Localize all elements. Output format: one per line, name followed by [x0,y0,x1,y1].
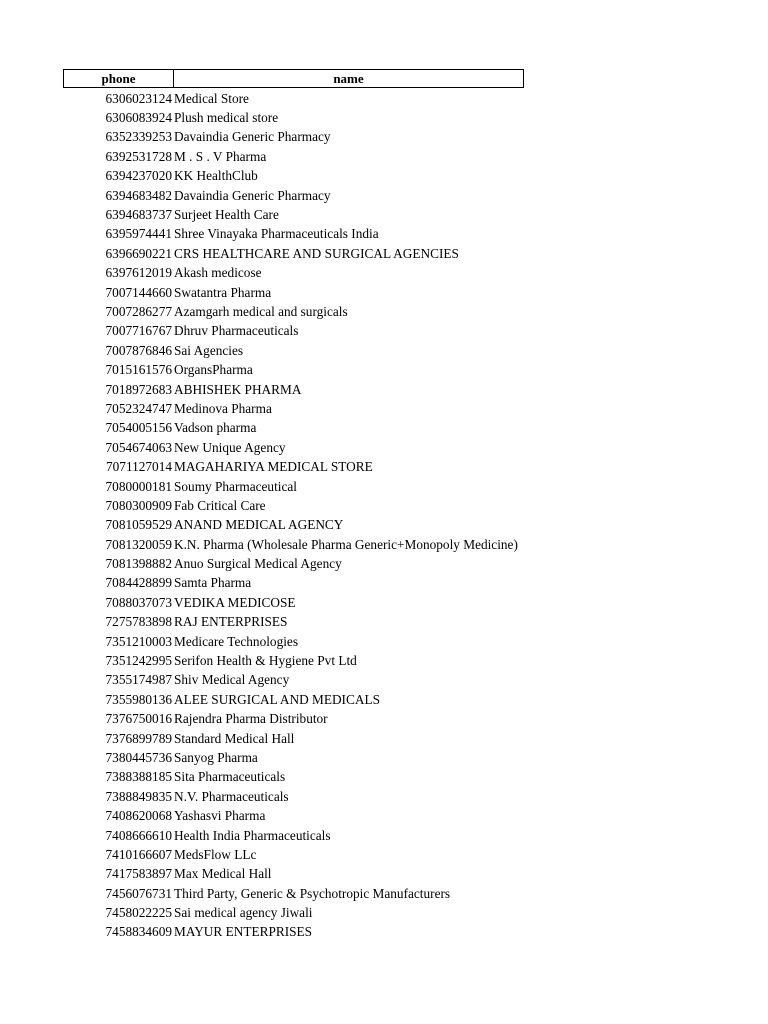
name-column-header: name [333,71,364,86]
table-row [63,787,533,806]
table-row [63,593,533,612]
name-cell: M . S . V Pharma [174,148,267,164]
name-cell: MedsFlow LLc [174,846,257,862]
phone-cell: 7458834609 [105,924,172,940]
table-row [63,884,533,903]
phone-cell: 7456076731 [105,885,172,901]
phone-cell: 7417583897 [105,866,172,882]
name-cell: KK HealthClub [174,168,258,184]
phone-cell: 7080000181 [105,478,172,494]
phone-cell: 6306023124 [105,90,172,106]
table-row [63,128,533,147]
table-row [63,923,533,942]
phone-cell: 7052324747 [105,400,172,416]
table-row [63,186,533,205]
name-cell: Medinova Pharma [174,400,272,416]
name-cell: Medicare Technologies [174,633,298,649]
table-row [63,438,533,457]
phone-cell: 7376750016 [105,711,172,727]
phone-cell: 7388849835 [105,788,172,804]
name-cell: Sita Pharmaceuticals [174,769,286,785]
name-cell: Sai Agencies [174,342,244,358]
phone-cell: 7015161576 [105,362,172,378]
phone-cell: 7080300909 [105,497,172,513]
phone-cell: 7054005156 [105,420,172,436]
table-row [63,748,533,767]
table-row [63,574,533,593]
phone-cell: 7081398882 [105,556,172,572]
table-row [63,710,533,729]
name-cell: N.V. Pharmaceuticals [174,788,289,804]
phone-cell: 6396690221 [105,245,172,261]
table-row [63,225,533,244]
name-cell: Serifon Health & Hygiene Pvt Ltd [174,653,357,669]
name-cell: CRS HEALTHCARE AND SURGICAL AGENCIES [174,245,459,261]
phone-cell: 7351210003 [105,633,172,649]
name-cell: Davaindia Generic Pharmacy [174,129,331,145]
table-row [63,360,533,379]
name-cell: Max Medical Hall [174,866,272,882]
table-row [63,554,533,573]
table-row [63,768,533,787]
table-row [63,865,533,884]
contact-table [63,69,533,942]
table-row [63,477,533,496]
name-cell: Anuo Surgical Medical Agency [174,556,342,572]
name-cell: Samta Pharma [174,575,252,591]
table-row [63,651,533,670]
table-row [63,496,533,515]
name-cell: K.N. Pharma (Wholesale Pharma Generic+Monopoly Medicine) [174,536,518,552]
phone-cell: 7081059529 [105,517,172,533]
phone-cell: 7054674063 [105,439,172,455]
table-row [63,264,533,283]
table-row [63,903,533,922]
table-header-row [63,69,524,88]
phone-cell: 6394237020 [105,168,172,184]
phone-cell: 6392531728 [105,148,172,164]
name-cell: Azamgarh medical and surgicals [174,303,348,319]
table-row [63,322,533,341]
phone-cell: 6394683737 [105,207,172,223]
name-cell: Swatantra Pharma [174,284,272,300]
table-row [63,302,533,321]
name-cell: ALEE SURGICAL AND MEDICALS [174,691,380,707]
phone-cell: 7007144660 [105,284,172,300]
table-row [63,419,533,438]
table-row [63,690,533,709]
phone-cell: 7275783898 [105,614,172,630]
table-row [63,108,533,127]
table-row [63,457,533,476]
name-cell: Rajendra Pharma Distributor [174,711,328,727]
name-cell: Dhruv Pharmaceuticals [174,323,299,339]
name-cell: ABHISHEK PHARMA [174,381,302,397]
table-row [63,283,533,302]
name-cell: ANAND MEDICAL AGENCY [174,517,344,533]
phone-cell: 7007716767 [105,323,172,339]
phone-cell: 7408620068 [105,808,172,824]
name-cell: Vadson pharma [174,420,257,436]
table-row [63,399,533,418]
table-row [63,632,533,651]
phone-cell: 6394683482 [105,187,172,203]
name-cell: Third Party, Generic & Psychotropic Manufacturers [174,885,451,901]
phone-cell: 6306083924 [105,110,172,126]
phone-cell: 7388388185 [105,769,172,785]
phone-cell: 7355174987 [105,672,172,688]
phone-cell: 7380445736 [105,749,172,765]
table-row [63,613,533,632]
table-row [63,535,533,554]
table-row [63,516,533,535]
table-row [63,341,533,360]
name-cell: MAYUR ENTERPRISES [174,924,313,940]
phone-cell: 7007876846 [105,342,172,358]
name-cell: VEDIKA MEDICOSE [174,594,296,610]
phone-cell: 7458022225 [105,905,172,921]
phone-cell: 7007286277 [105,303,172,319]
name-cell: Akash medicose [174,265,262,281]
phone-cell: 7410166607 [105,846,172,862]
phone-cell: 7408666610 [105,827,172,843]
name-cell: OrgansPharma [174,362,253,378]
table-row [63,89,533,108]
table-row [63,380,533,399]
name-cell: Davaindia Generic Pharmacy [174,187,331,203]
phone-cell: 7081320059 [105,536,172,552]
phone-cell: 7084428899 [105,575,172,591]
name-cell: Fab Critical Care [174,497,266,513]
name-cell: Shiv Medical Agency [174,672,290,688]
table-row [63,826,533,845]
phone-cell: 7071127014 [106,459,172,475]
table-row [63,244,533,263]
name-cell: Yashasvi Pharma [174,808,266,824]
phone-cell: 7088037073 [105,594,172,610]
name-cell: Plush medical store [174,110,279,126]
phone-cell: 7351242995 [105,653,172,669]
name-cell: Surjeet Health Care [174,207,279,223]
phone-cell: 7355980136 [105,691,172,707]
table-row [63,729,533,748]
name-cell: Standard Medical Hall [174,730,295,746]
phone-cell: 7018972683 [105,381,172,397]
name-cell: Shree Vinayaka Pharmaceuticals India [174,226,379,242]
phone-cell: 6397612019 [105,265,172,281]
name-cell: Soumy Pharmaceutical [174,478,297,494]
table-row [63,167,533,186]
table-row [63,147,533,166]
name-cell: New Unique Agency [174,439,286,455]
phone-cell: 6352339253 [105,129,172,145]
phone-column-header: phone [64,70,174,87]
phone-cell: 7376899789 [105,730,172,746]
table-row [63,671,533,690]
name-cell: Medical Store [174,90,249,106]
name-cell: Health India Pharmaceuticals [174,827,331,843]
table-row [63,205,533,224]
table-row [63,845,533,864]
table-row [63,806,533,825]
phone-cell: 6395974441 [105,226,172,242]
name-cell: Sai medical agency Jiwali [174,905,313,921]
name-cell: Sanyog Pharma [174,749,258,765]
name-cell: RAJ ENTERPRISES [174,614,288,630]
name-cell: MAGAHARIYA MEDICAL STORE [174,459,373,475]
table-body [63,89,533,942]
